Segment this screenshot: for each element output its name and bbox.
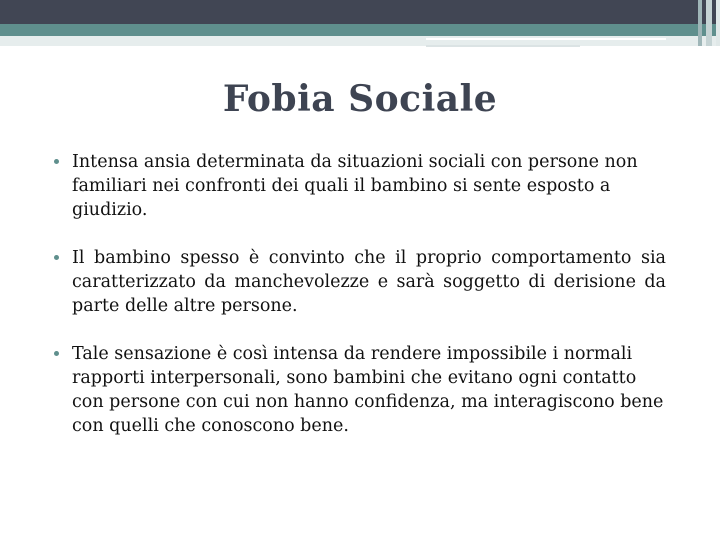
corner-stripe	[706, 0, 712, 46]
bullet-text: Tale sensazione è così intensa da rendere impossibile i normali rapporti interpersonali, sono bambini che evitano ogni contatto con persone con cui non hanno confidenza, ma interagiscono bene con quelli che conoscono bene.	[72, 344, 664, 436]
header-accent-line	[426, 38, 666, 40]
bullet-item	[54, 150, 666, 222]
header-band-teal	[0, 24, 720, 36]
bullet-text: Intensa ansia determinata da situazioni sociali con persone non familiari nei confronti dei quali il bambino si sente esposto a giudizio.	[72, 152, 638, 220]
header-corner-decoration	[696, 0, 720, 46]
corner-stripe	[698, 0, 702, 46]
bullet-text: Il bambino spesso è convinto che il proprio comportamento sia caratterizzato da manchevolezze e sarà soggetto di derisione da parte delle altre persone.	[72, 248, 666, 316]
slide-title: Fobia Sociale	[222, 78, 498, 120]
bullet-dot-icon	[54, 255, 59, 260]
header-band-dark	[0, 0, 720, 24]
bullet-item	[54, 246, 666, 318]
corner-stripe	[716, 0, 720, 46]
bullet-dot-icon	[54, 351, 59, 356]
bullet-item	[54, 342, 666, 438]
bullet-list	[54, 150, 666, 462]
bullet-dot-icon	[54, 159, 59, 164]
header-accent-line	[426, 45, 580, 47]
